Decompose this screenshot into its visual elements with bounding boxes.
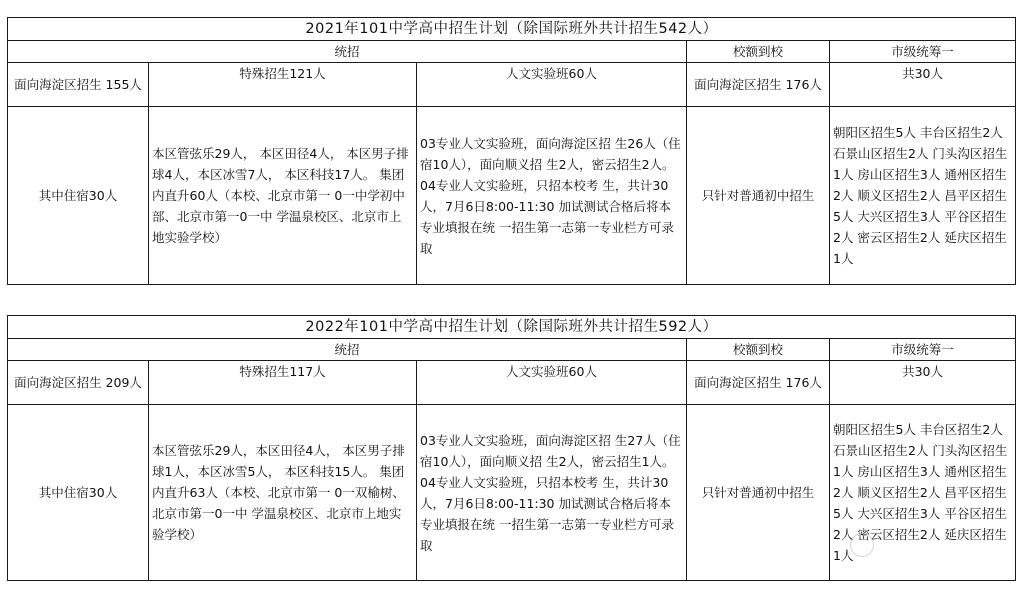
header-haidian-enrollment: 面向海淀区招生 209人 — [8, 361, 149, 405]
cell-city-districts: 朝阳区招生5人 丰台区招生2人 石景山区招生2人 门头沟区招生1人 房山区招生3人 通州区招生2人 顺义区招生2人 昌平区招生5人 大兴区招生3人 平谷区招生2人 密云区招生2人 延庆区招生1人 — [830, 405, 1016, 581]
group-header-city-plan: 市级统筹一 — [830, 41, 1016, 63]
table-title: 2021年101中学高中招生计划（除国际班外共计招生542人） — [8, 18, 1016, 41]
cell-quota-note: 只针对普通初中招生 — [687, 107, 830, 285]
group-header-unified: 统招 — [8, 41, 687, 63]
cell-boarding: 其中住宿30人 — [8, 405, 149, 581]
header-special-enrollment: 特殊招生117人 — [149, 361, 417, 405]
header-humanities-class: 人文实验班60人 — [417, 63, 687, 107]
enrollment-table-2021 — [7, 17, 1016, 285]
cell-humanities-details: 03专业人文实验班，面向海淀区招 生27人（住宿10人），面向顺义招 生2人，密云招生1人。 04专业人文实验班，只招本校考 生，共计30人，7月6日8:00-11:30 加试测试合格后将本专业填报在统 一招生第一志第一专业栏方可录取 — [417, 405, 687, 581]
group-header-school-quota: 校额到校 — [687, 339, 830, 361]
cell-quota-note: 只针对普通初中招生 — [687, 405, 830, 581]
cell-city-districts: 朝阳区招生5人 丰台区招生2人 石景山区招生2人 门头沟区招生1人 房山区招生3人 通州区招生2人 顺义区招生2人 昌平区招生5人 大兴区招生3人 平谷区招生2人 密云区招生2人 延庆区招生1人 — [830, 107, 1016, 285]
group-header-school-quota: 校额到校 — [687, 41, 830, 63]
cell-special-details: 本区管弦乐29人，本区田径4人， 本区男子排球1人，本区冰雪5人， 本区科技15人。 集团内直升63人（本校、北京市第一 0一双榆树、北京市第一0一中 学温泉校区、北京市上地实验学校） — [149, 405, 417, 581]
group-header-unified: 统招 — [8, 339, 687, 361]
watermark-logo-icon — [850, 533, 874, 557]
header-haidian-enrollment: 面向海淀区招生 155人 — [8, 63, 149, 107]
header-quota-haidian: 面向海淀区招生 176人 — [687, 361, 830, 405]
header-special-enrollment: 特殊招生121人 — [149, 63, 417, 107]
header-city-total: 共30人 — [830, 361, 1016, 405]
header-humanities-class: 人文实验班60人 — [417, 361, 687, 405]
cell-boarding: 其中住宿30人 — [8, 107, 149, 285]
cell-special-details: 本区管弦乐29人， 本区田径4人， 本区男子排球4人，本区冰雪7人， 本区科技17人。 集团内直升60人（本校、北京市第一 0一中学初中部、北京市第一0一中 学温泉校区、北京市上地实验学校） — [149, 107, 417, 285]
header-quota-haidian: 面向海淀区招生 176人 — [687, 63, 830, 107]
group-header-city-plan: 市级统筹一 — [830, 339, 1016, 361]
table-title: 2022年101中学高中招生计划（除国际班外共计招生592人） — [8, 316, 1016, 339]
cell-humanities-details: 03专业人文实验班，面向海淀区招 生26人（住宿10人），面向顺义招 生2人，密云招生2人。 04专业人文实验班，只招本校考 生，共计30人，7月6日8:00-11:30 加试测试合格后将本专业填报在统 一招生第一志第一专业栏方可录取 — [417, 107, 687, 285]
header-city-total: 共30人 — [830, 63, 1016, 107]
